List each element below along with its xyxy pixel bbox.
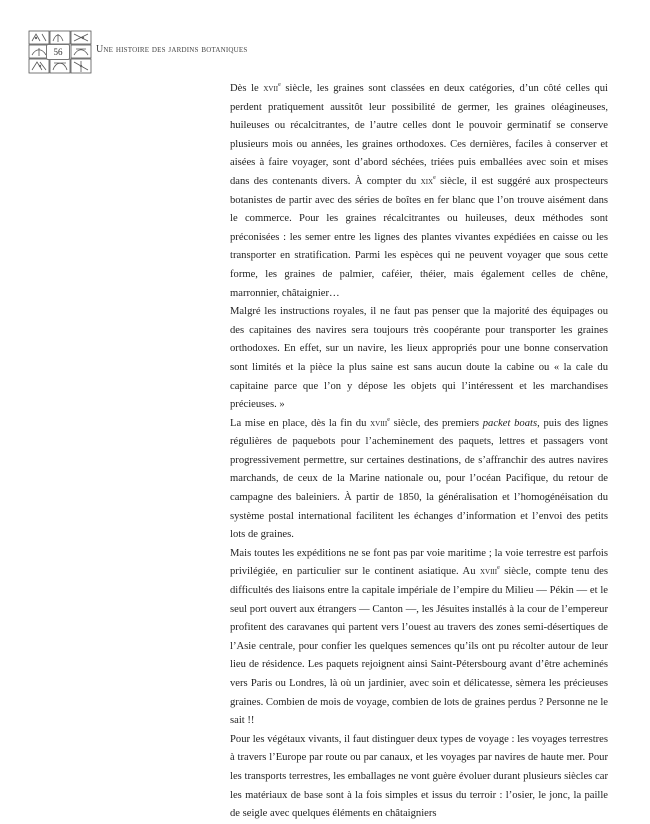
paragraph: Malgré les instructions royales, il ne faut pas penser que la majorité des équipages ou des capitaines des navires sera toujours très coopérante pour transporter les graines orthodoxes. En effet, sur un navire, les lieux appropriés pour une bonne conservation sont limités et la pièce la plus saine est sans aucun doute la cabine ou « la cale du capitaine parce que l’on y dépose les objets qui l’intéressent et les marchandises précieuses. » [230,306,608,411]
page-number: 56 [46,44,70,60]
main-text [230,80,608,824]
paragraph: La mise en place, dès la fin du xviii$^e$ siècle, des premiers packet boats, puis des lignes régulières de paquebots pour l’acheminement des paquets, lettres et passagers vont progressivement permettre, sur certaines destinations, de s’affranchir des autres navires marchands, de ceux de la Marine nationale ou, pour l’océan Pacifique, du retour de campagne des baleiniers. À partir de 1850, la généralisation et l’homogénéisation du système postal international facilitent les échanges d’information et l’envoi des petits lots de graines. [230,416,608,541]
running-title: Une histoire des jardins botaniques [96,44,248,55]
paragraph: Mais toutes les expéditions ne se font pas par voie maritime ; la voie terrestre est parfois privilégiée, en particulier sur le continent asiatique. Au xviii$^e$ siècle, compte tenu des difficultés des liaisons entre la capitale impériale de l’empire du Milieu — Pékin — et le seul port ouvert aux étrangers — Canton —, les Jésuites installés à la cour de l’empereur profitent des caravanes qui partent vers l’ouest au travers des zones semi-désertiques de l’Asie centrale, pour confier les quelques semences qu’ils ont pu récolter autour de leur lieu de résidence. Les paquets rejoignent ainsi Saint-Pétersbourg avant d’être acheminés vers Paris ou Londres, là où un jardinier, avec soin et délicatesse, sèmera les précieuses graines. Combien de mois de voyage, combien de lots de graines perdus ? Personne ne le sait !! [230,547,608,727]
paragraph: Pour les végétaux vivants, il faut distinguer deux types de voyage : les voyages terrestres à travers l’Europe par route ou par canaux, et les voyages par navires de haute mer. Pour les transports terrestres, les emballages ne vont guère évoluer durant plusieurs siècles car les matériaux de base sont à la fois simples et issus du terroir : l’osier, le jonc, la paille de seigle avec quelques éléments en châtaigniers [230,733,608,820]
paragraph: Dès le xvii$^e$ siècle, les graines sont classées en deux catégories, d’un côté celles qui perdent pratiquement aussitôt leur possibilité de germer, les graines oléagineuses, huileuses ou récalcitrantes, de l’autre celles dont le pouvoir germinatif se conserve plusieurs mois ou années, les graines orthodoxes. Ces dernières, faciles à conserver et aisées à faire voyager, sont d’abord séchées, triées puis emballées avec soin et mises dans des contenants divers. À compter du xix$^e$ siècle, il est suggéré aux prospecteurs botanistes de partir avec des séries de boîtes en fer blanc que l’on trouve aisément dans le commerce. Pour les graines récalcitrantes ou huileuses, deux méthodes sont préconisées : les semer entre les lignes des plantes vivantes expédiées en caisse ou les transporter en stratification. Parmi les espèces qui ne peuvent voyager que sous cette forme, les graines de palmier, caféier, théier, mais également celles de chêne, marronnier, châtaignier… [230,82,609,299]
